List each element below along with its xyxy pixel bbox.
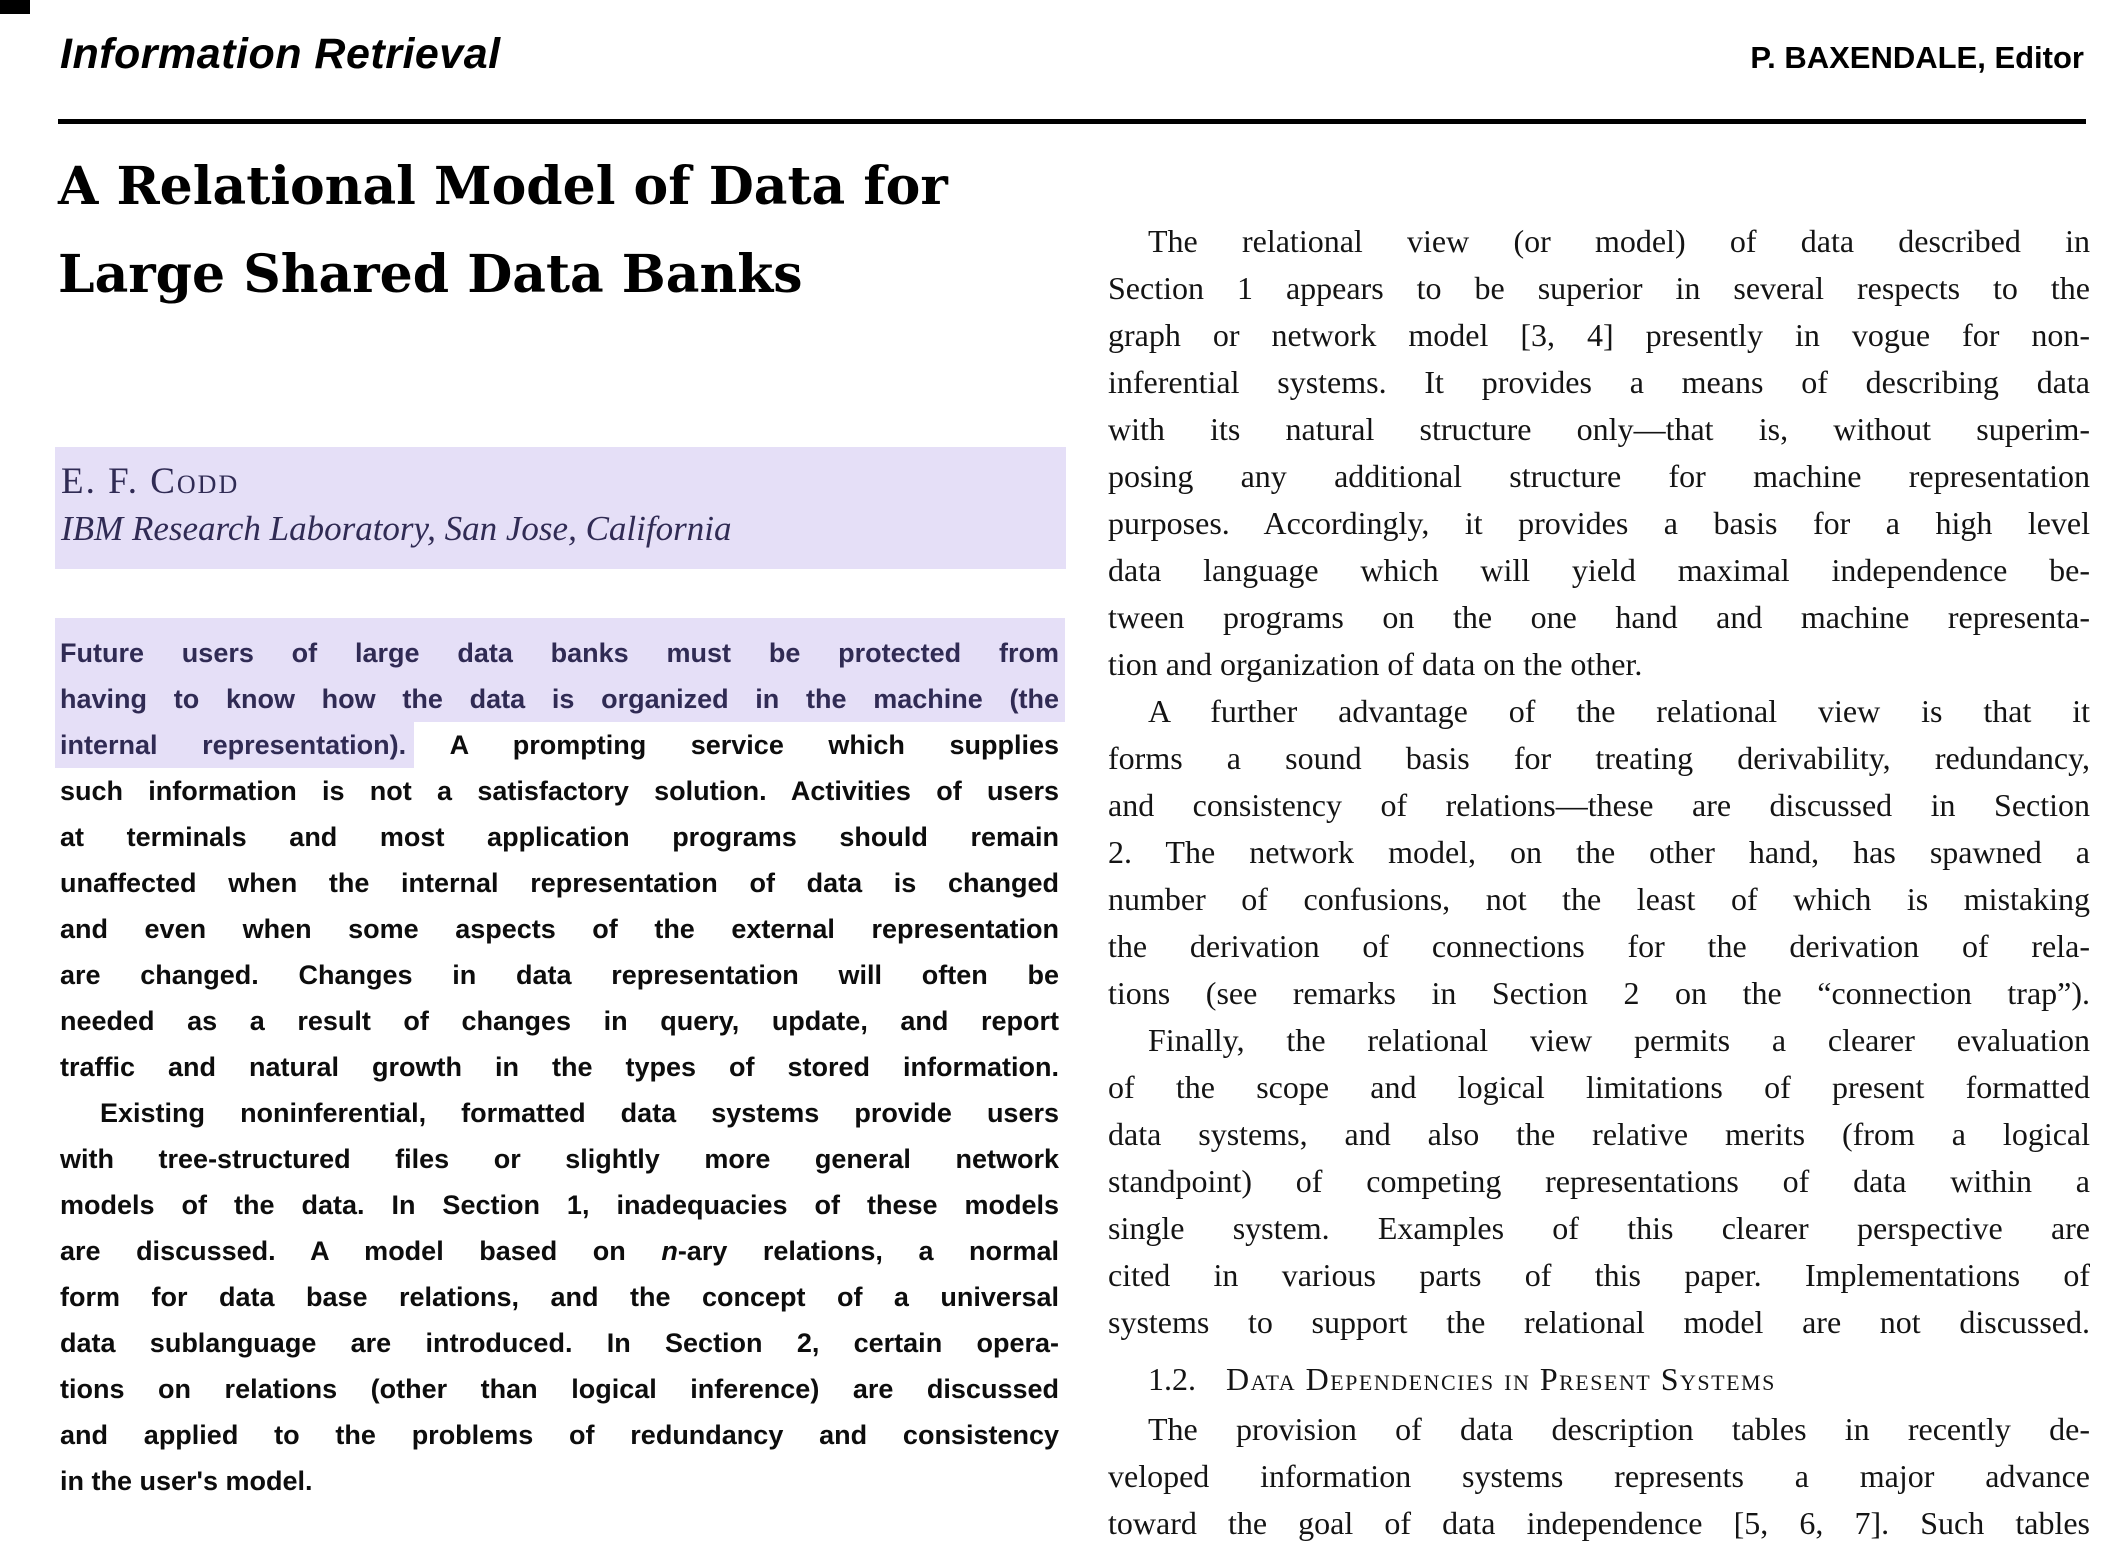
text-line	[55, 618, 1065, 676]
text-segment: 1.2.	[1148, 1361, 1196, 1397]
abstract-block	[55, 618, 1065, 1504]
text-segment: Future users of large data banks must be protected from	[60, 638, 1059, 668]
text-line	[55, 1090, 1065, 1136]
text-segment: unaffected when the internal representation of data is changed	[60, 868, 1059, 898]
text-line	[55, 676, 1065, 722]
paper-title	[58, 143, 1068, 319]
highlighted-text: internal representation).	[60, 730, 407, 760]
text-segment: the derivation of connections for the derivation of rela-	[1108, 928, 2090, 964]
text-line	[55, 1366, 1065, 1412]
author-affiliation: IBM Research Laboratory, San Jose, California	[61, 509, 732, 548]
text-segment: veloped information systems represents a major advance	[1108, 1458, 2090, 1494]
text-segment: of the scope and logical limitations of present formatted	[1108, 1069, 2090, 1105]
text-segment: with tree-structured files or slightly more general network	[60, 1144, 1059, 1174]
text-line	[1108, 594, 2090, 641]
text-segment: systems to support the relational model are not discussed.	[1108, 1304, 2090, 1340]
text-segment: data systems, and also the relative merits (from a logical	[1108, 1116, 2090, 1152]
text-segment: standpoint) of competing representations of data within a	[1108, 1163, 2090, 1199]
text-line	[1108, 218, 2090, 265]
text-segment: are changed. Changes in data representation will often be	[60, 960, 1059, 990]
text-segment: needed as a result of changes in query, update, and report	[60, 1006, 1059, 1036]
paper-title-line-2: Large Shared Data Banks	[58, 244, 803, 305]
text-line	[1108, 406, 2090, 453]
text-segment: tween programs on the one hand and machine representa-	[1108, 599, 2090, 635]
text-line	[1108, 782, 2090, 829]
text-line	[55, 1458, 1065, 1504]
text-segment: form for data base relations, and the concept of a universal	[60, 1282, 1059, 1312]
text-segment: posing any additional structure for machine representation	[1108, 458, 2090, 494]
text-segment: tions (see remarks in Section 2 on the “connection trap”).	[1108, 975, 2090, 1011]
body-column	[1108, 218, 2090, 1547]
text-segment: such information is not a satisfactory solution. Activities of users	[60, 776, 1059, 806]
text-segment: Section 1 appears to be superior in several respects to the	[1108, 270, 2090, 306]
text-segment: graph or network model [3, 4] presently in vogue for non-	[1108, 317, 2090, 353]
text-line	[55, 1228, 1065, 1274]
text-segment: A prompting service which supplies	[406, 730, 1059, 760]
text-line	[1108, 453, 2090, 500]
text-segment: models of the data. In Section 1, inadequacies of these models	[60, 1190, 1059, 1220]
text-segment: in the user's model.	[60, 1466, 313, 1496]
text-segment: forms a sound basis for treating derivability, redundancy,	[1108, 740, 2090, 776]
text-segment: Existing noninferential, formatted data systems provide users	[100, 1098, 1059, 1128]
text-segment: Finally, the relational view permits a clearer evaluation	[1148, 1022, 2090, 1058]
text-segment: n	[661, 1236, 678, 1266]
text-line	[1108, 923, 2090, 970]
text-line	[1108, 359, 2090, 406]
text-line	[55, 1274, 1065, 1320]
text-segment: with its natural structure only—that is, without superim-	[1108, 411, 2090, 447]
text-line	[55, 998, 1065, 1044]
text-segment: cited in various parts of this paper. Implementations of	[1108, 1257, 2090, 1293]
text-line	[1108, 1453, 2090, 1500]
text-line	[1108, 547, 2090, 594]
text-line	[1108, 265, 2090, 312]
text-line	[1108, 1500, 2090, 1547]
text-segment: tions on relations (other than logical inference) are discussed	[60, 1374, 1059, 1404]
text-line	[55, 860, 1065, 906]
text-line	[1108, 1017, 2090, 1064]
text-line	[1108, 735, 2090, 782]
header-rule	[58, 119, 2086, 124]
text-segment: at terminals and most application programs should remain	[60, 822, 1059, 852]
editor-name: P. BAXENDALE, Editor	[1750, 40, 2084, 75]
text-segment: A further advantage of the relational view is that it	[1148, 693, 2090, 729]
text-segment: toward the goal of data independence [5, 6, 7]. Such tables	[1108, 1505, 2090, 1541]
text-line	[1108, 970, 2090, 1017]
text-segment: 2. The network model, on the other hand, has spawned a	[1108, 834, 2090, 870]
text-segment: data language which will yield maximal independence be-	[1108, 552, 2090, 588]
text-line	[55, 814, 1065, 860]
text-line	[1108, 1158, 2090, 1205]
text-line	[1108, 312, 2090, 359]
text-line	[1108, 1205, 2090, 1252]
text-line	[1108, 829, 2090, 876]
author-name: E. F. Codd	[61, 461, 240, 502]
text-segment: purposes. Accordingly, it provides a basis for a high level	[1108, 505, 2090, 541]
text-line	[1108, 641, 2090, 688]
text-line	[1108, 688, 2090, 735]
text-segment: and even when some aspects of the external representation	[60, 914, 1059, 944]
text-line	[55, 1136, 1065, 1182]
paper-title-line-1: A Relational Model of Data for	[58, 156, 948, 217]
text-line	[55, 1182, 1065, 1228]
text-line	[1108, 1299, 2090, 1346]
section-heading	[1108, 1356, 2090, 1403]
text-line	[1108, 500, 2090, 547]
text-segment: data sublanguage are introduced. In Section 2, certain opera-	[60, 1328, 1059, 1358]
text-line	[55, 1044, 1065, 1090]
text-segment: single system. Examples of this clearer perspective are	[1108, 1210, 2090, 1246]
text-segment: are discussed. A model based on	[60, 1236, 662, 1266]
text-line	[55, 768, 1065, 814]
text-segment: and consistency of relations—these are discussed in Section	[1108, 787, 2090, 823]
text-segment: -ary relations, a normal	[677, 1236, 1060, 1266]
text-segment: having to know how the data is organized in the machine (the	[60, 684, 1059, 714]
text-segment: Data Dependencies in Present Systems	[1226, 1361, 1776, 1397]
text-line	[1108, 1111, 2090, 1158]
text-segment: tion and organization of data on the other.	[1108, 646, 1643, 682]
text-segment: The relational view (or model) of data described in	[1148, 223, 2090, 259]
text-segment: traffic and natural growth in the types of stored information.	[60, 1052, 1059, 1082]
text-line	[55, 722, 1065, 768]
text-segment: The provision of data description tables in recently de-	[1148, 1411, 2090, 1447]
text-line	[1108, 1064, 2090, 1111]
text-line	[1108, 1406, 2090, 1453]
text-line	[55, 952, 1065, 998]
text-segment: inferential systems. It provides a means of describing data	[1108, 364, 2090, 400]
text-line	[55, 1320, 1065, 1366]
text-segment: number of confusions, not the least of which is mistaking	[1108, 881, 2090, 917]
scan-artifact	[0, 0, 30, 14]
text-line	[1108, 1252, 2090, 1299]
text-line	[55, 1412, 1065, 1458]
journal-name: Information Retrieval	[60, 30, 501, 78]
text-line	[55, 906, 1065, 952]
text-segment: and applied to the problems of redundancy and consistency	[60, 1420, 1059, 1450]
text-line	[1108, 876, 2090, 923]
author-block	[55, 447, 1066, 569]
